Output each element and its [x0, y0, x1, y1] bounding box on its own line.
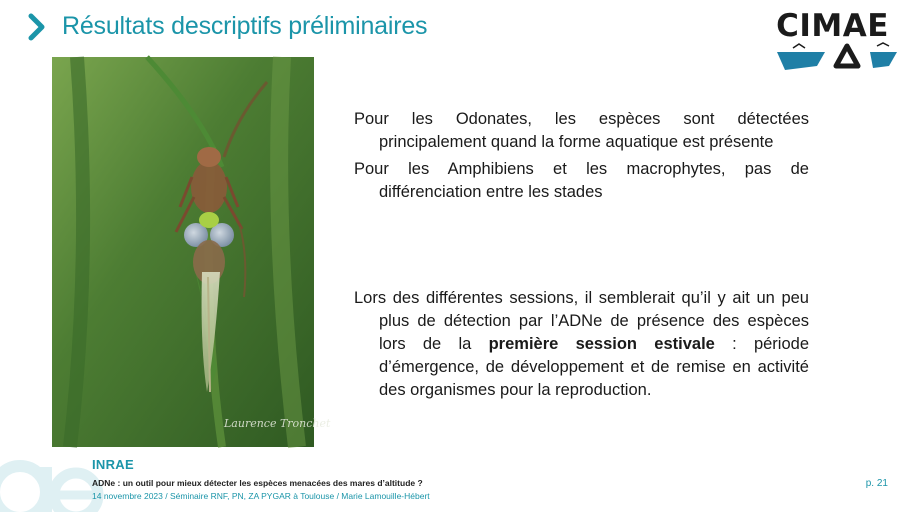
footer-talk-title: ADNe : un outil pour mieux détecter les espèces menacées des mares d’altitude ? — [92, 478, 423, 488]
chevron-right-icon — [27, 13, 47, 41]
finding-sessions-text: Lors des différentes sessions, il semblerait qu’il y ait un peu plus de détection par l’ADNe de présence des espèces lors de la — [354, 289, 809, 353]
cimae-logo — [765, 8, 900, 76]
findings-bottom — [354, 287, 809, 406]
slide-title: Résultats descriptifs préliminaires — [62, 12, 428, 40]
logo-mountain-graphic — [765, 8, 900, 76]
findings-top — [354, 108, 809, 208]
page-number: p. 21 — [865, 478, 888, 489]
finding-odonates: Pour les Odonates, les espèces sont détectées principalement quand la forme aquatique est présente — [354, 110, 809, 151]
footer-event-info: 14 novembre 2023 / Séminaire RNF, PN, ZA PYGAR à Toulouse / Marie Lamouille-Hébert — [92, 491, 430, 501]
finding-amphibians: Pour les Amphibiens et les macrophytes, pas de différenciation entre les stades — [354, 160, 809, 201]
logo-wordmark: CIMAE — [776, 8, 889, 44]
finding-sessions-emphasis: première session estivale — [488, 335, 715, 353]
inrae-logo: INRAE — [92, 457, 134, 472]
inrae-ae-mark — [0, 447, 98, 512]
photo-signature: Laurence Tronchet — [224, 417, 331, 430]
dragonfly-photo — [52, 57, 331, 447]
finding-sessions — [354, 287, 809, 402]
finding-sessions-text-end: : période d’émergence, de développement et de remise en activité des organismes pour la reproduction. — [379, 335, 809, 399]
